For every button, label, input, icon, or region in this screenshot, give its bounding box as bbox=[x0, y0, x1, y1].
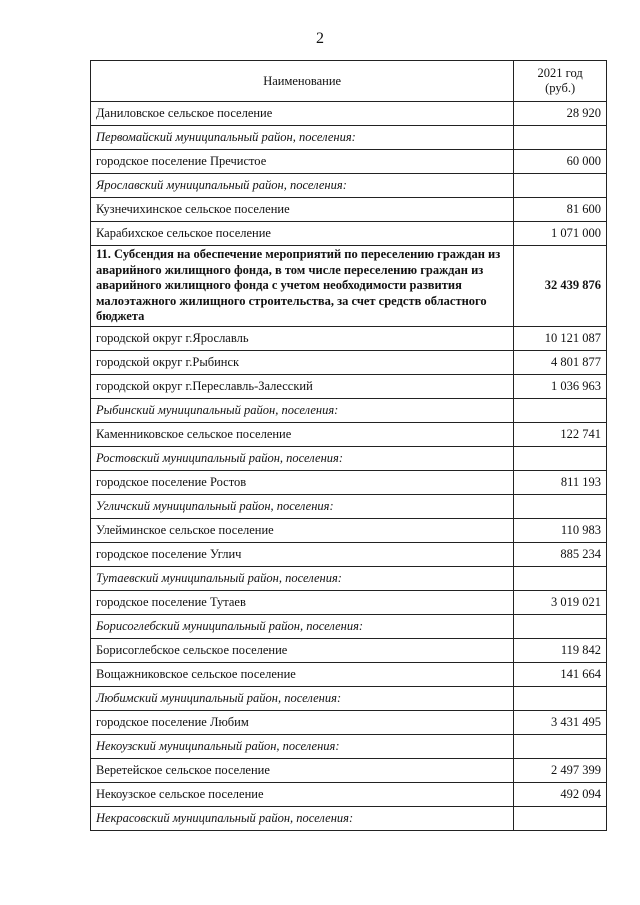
row-name: Веретейское сельское поселение bbox=[91, 758, 514, 782]
row-name: Даниловское сельское поселение bbox=[91, 102, 514, 126]
row-value: 81 600 bbox=[514, 198, 607, 222]
row-name: Угличский муниципальный район, поселения: bbox=[91, 494, 514, 518]
row-name: Первомайский муниципальный район, поселения: bbox=[91, 126, 514, 150]
table-row bbox=[91, 470, 607, 494]
row-value bbox=[514, 446, 607, 470]
row-value bbox=[514, 734, 607, 758]
row-name: городской округ г.Рыбинск bbox=[91, 350, 514, 374]
row-name: Каменниковское сельское поселение bbox=[91, 422, 514, 446]
row-value: 3 431 495 bbox=[514, 710, 607, 734]
row-name: Борисоглебское сельское поселение bbox=[91, 638, 514, 662]
row-value: 10 121 087 bbox=[514, 326, 607, 350]
table-row bbox=[91, 638, 607, 662]
table-row bbox=[91, 222, 607, 246]
row-name: Некоузское сельское поселение bbox=[91, 782, 514, 806]
table-row bbox=[91, 422, 607, 446]
district-row bbox=[91, 126, 607, 150]
row-value: 28 920 bbox=[514, 102, 607, 126]
district-row bbox=[91, 806, 607, 830]
district-row bbox=[91, 566, 607, 590]
table-row bbox=[91, 758, 607, 782]
row-value bbox=[514, 806, 607, 830]
page-number: 2 bbox=[316, 30, 324, 47]
row-value bbox=[514, 174, 607, 198]
budget-table-body bbox=[91, 61, 607, 831]
row-name: Некоузский муниципальный район, поселения: bbox=[91, 734, 514, 758]
row-name: городское поселение Любим bbox=[91, 710, 514, 734]
row-value: 119 842 bbox=[514, 638, 607, 662]
row-value: 141 664 bbox=[514, 662, 607, 686]
row-value: 32 439 876 bbox=[514, 246, 607, 327]
row-value: 60 000 bbox=[514, 150, 607, 174]
row-value: 110 983 bbox=[514, 518, 607, 542]
table-row bbox=[91, 102, 607, 126]
row-value: 885 234 bbox=[514, 542, 607, 566]
district-row bbox=[91, 174, 607, 198]
row-value: 1 036 963 bbox=[514, 374, 607, 398]
row-name: Борисоглебский муниципальный район, поселения: bbox=[91, 614, 514, 638]
row-name: Ростовский муниципальный район, поселения: bbox=[91, 446, 514, 470]
row-value: 811 193 bbox=[514, 470, 607, 494]
row-value: 492 094 bbox=[514, 782, 607, 806]
row-value: 1 071 000 bbox=[514, 222, 607, 246]
row-value: 4 801 877 bbox=[514, 350, 607, 374]
section-row bbox=[91, 246, 607, 327]
table-row bbox=[91, 326, 607, 350]
district-row bbox=[91, 494, 607, 518]
row-name: Карабихское сельское поселение bbox=[91, 222, 514, 246]
district-row bbox=[91, 398, 607, 422]
table-row bbox=[91, 198, 607, 222]
row-name: Кузнечихинское сельское поселение bbox=[91, 198, 514, 222]
table-row bbox=[91, 782, 607, 806]
budget-table bbox=[90, 60, 607, 831]
table-row bbox=[91, 350, 607, 374]
row-name: Улейминское сельское поселение bbox=[91, 518, 514, 542]
table-row bbox=[91, 590, 607, 614]
table-row bbox=[91, 150, 607, 174]
row-name: городское поселение Тутаев bbox=[91, 590, 514, 614]
row-value bbox=[514, 126, 607, 150]
row-name: 11. Субсендия на обеспечение мероприятий по переселению граждан из аварийного жилищного фонда, в том числе переселению граждан из аварийного жилищного фонда с учетом необходимости развития малоэтажного жилищного строительства, за счет средств областного бюджета bbox=[91, 246, 514, 327]
table-header-row bbox=[91, 61, 607, 102]
row-value: 2 497 399 bbox=[514, 758, 607, 782]
row-value: 122 741 bbox=[514, 422, 607, 446]
row-value bbox=[514, 494, 607, 518]
row-name: городское поселение Пречистое bbox=[91, 150, 514, 174]
row-name: Некрасовский муниципальный район, поселения: bbox=[91, 806, 514, 830]
district-row bbox=[91, 446, 607, 470]
table-row bbox=[91, 374, 607, 398]
row-name: Ярославский муниципальный район, поселения: bbox=[91, 174, 514, 198]
district-row bbox=[91, 734, 607, 758]
table-row bbox=[91, 518, 607, 542]
row-name: городское поселение Углич bbox=[91, 542, 514, 566]
row-value bbox=[514, 614, 607, 638]
district-row bbox=[91, 686, 607, 710]
table-row bbox=[91, 662, 607, 686]
row-name: городское поселение Ростов bbox=[91, 470, 514, 494]
row-name: городской округ г.Ярославль bbox=[91, 326, 514, 350]
row-value: 3 019 021 bbox=[514, 590, 607, 614]
header-year-line1: 2021 год bbox=[537, 66, 583, 80]
row-name: Тутаевский муниципальный район, поселения: bbox=[91, 566, 514, 590]
row-name: Рыбинский муниципальный район, поселения: bbox=[91, 398, 514, 422]
header-year bbox=[514, 61, 607, 102]
district-row bbox=[91, 614, 607, 638]
table-row bbox=[91, 710, 607, 734]
table-row bbox=[91, 542, 607, 566]
header-year-line2: (руб.) bbox=[545, 81, 576, 95]
row-value bbox=[514, 398, 607, 422]
row-name: городской округ г.Переславль-Залесский bbox=[91, 374, 514, 398]
header-name: Наименование bbox=[91, 61, 514, 102]
row-name: Вощажниковское сельское поселение bbox=[91, 662, 514, 686]
row-value bbox=[514, 566, 607, 590]
row-value bbox=[514, 686, 607, 710]
row-name: Любимский муниципальный район, поселения: bbox=[91, 686, 514, 710]
